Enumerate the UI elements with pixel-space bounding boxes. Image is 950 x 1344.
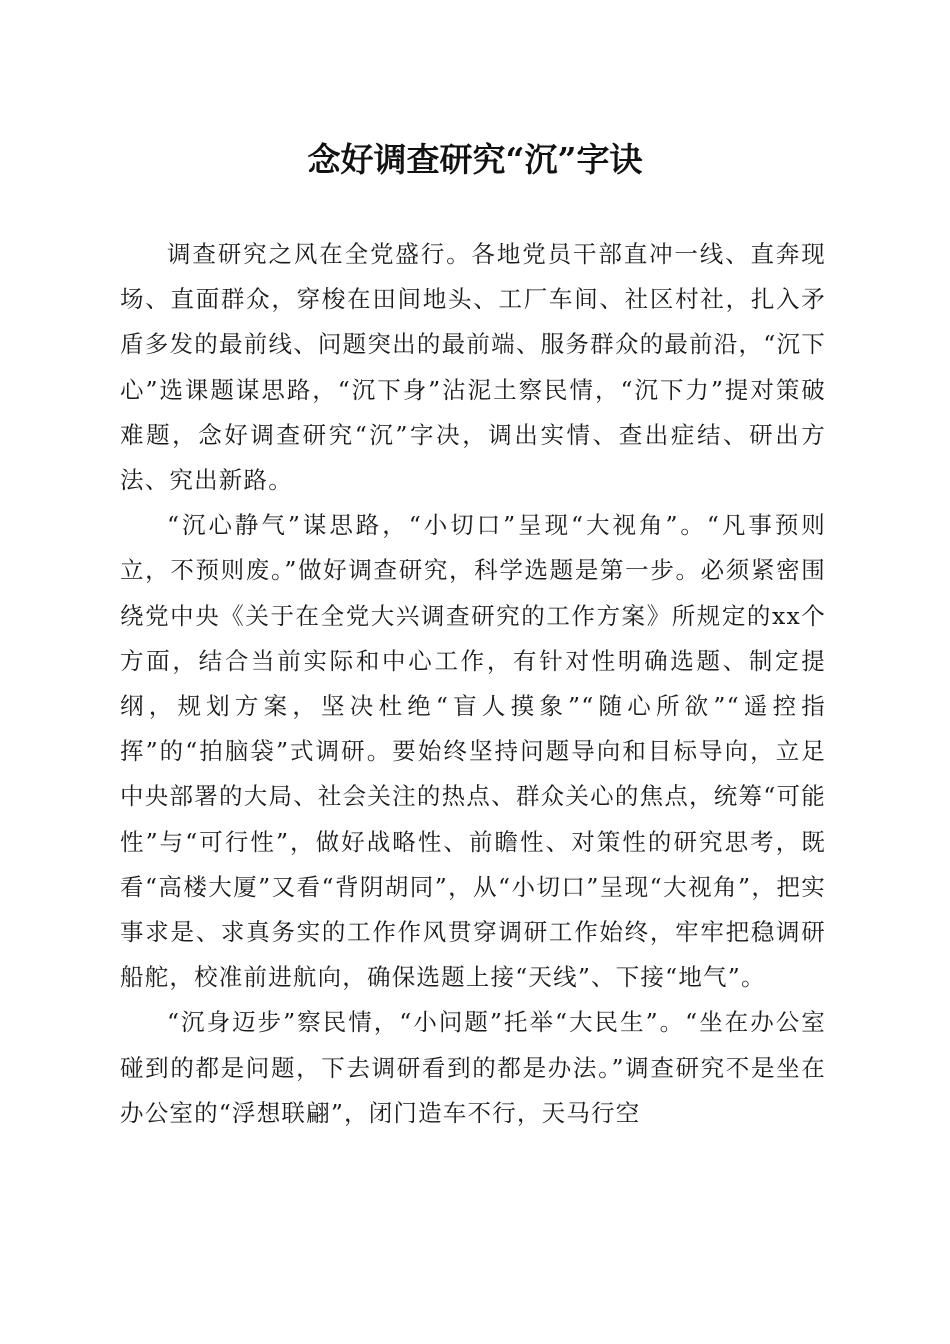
document-body — [120, 232, 826, 1136]
paragraph-2: “沉心静气”谋思路，“小切口”呈现“大视角”。“凡事预则立，不预则废。”做好调查研究，科学选题是第一步。必须紧密围绕党中央《关于在全党大兴调查研究的工作方案》所规定的xx个方面，结合当前实际和中心工作，有针对性明确选题、制定提纲，规划方案，坚决杜绝“盲人摸象”“随心所欲”“遥控指挥”的“拍脑袋”式调研。要始终坚持问题导向和目标导向，立足中央部署的大局、社会关注的热点、群众关心的焦点，统筹“可能性”与“可行性”，做好战略性、前瞻性、对策性的研究思考，既看“高楼大厦”又看“背阴胡同”，从“小切口”呈现“大视角”，把实事求是、求真务实的工作作风贯穿调研工作始终，牢牢把稳调研船舵，校准前进航向，确保选题上接“天线”、下接“地气”。 — [120, 511, 826, 992]
paragraph-3: “沉身迈步”察民情，“小问题”托举“大民生”。“坐在办公室碰到的都是问题，下去调研看到的都是办法。”调查研究不是坐在办公室的“浮想联翩”，闭门造车不行，天马行空 — [120, 1008, 826, 1127]
paragraph-1: 调查研究之风在全党盛行。各地党员干部直冲一线、直奔现场、直面群众，穿梭在田间地头、工厂车间、社区村社，扎入矛盾多发的最前线、问题突出的最前端、服务群众的最前沿，“沉下心”选课题谋思路，“沉下身”沾泥土察民情，“沉下力”提对策破难题，念好调查研究“沉”字决，调出实情、查出症结、研出方法、究出新路。 — [120, 240, 826, 495]
page-title: 念好调查研究“沉”字诀 — [307, 140, 643, 179]
